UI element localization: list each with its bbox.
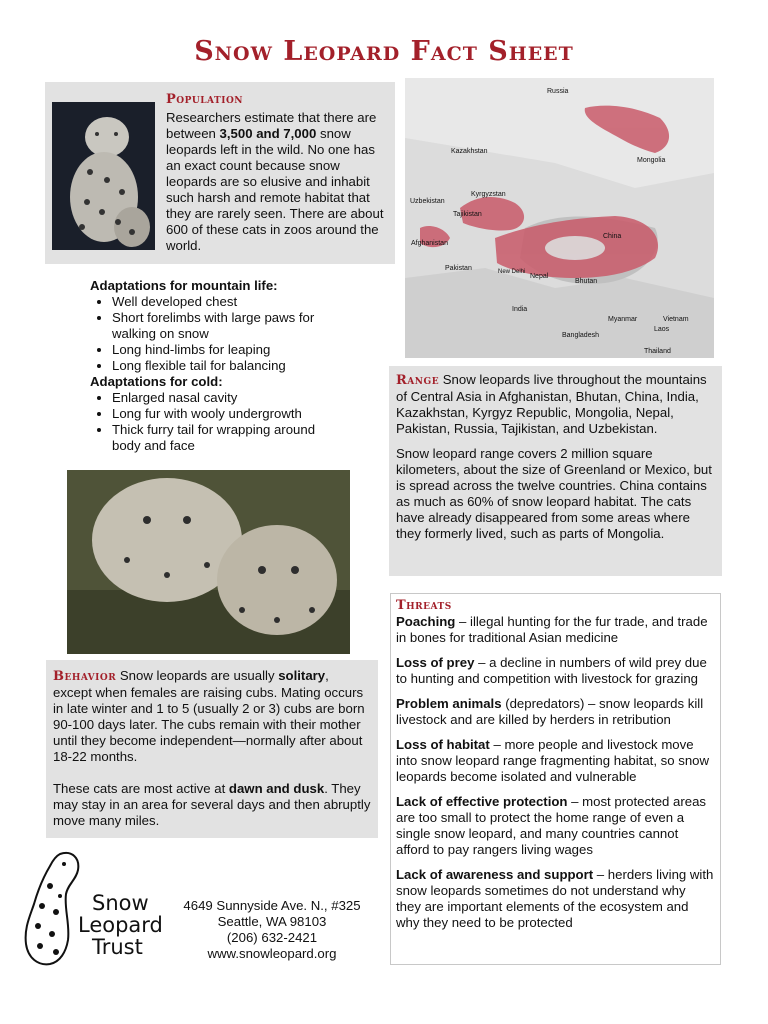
- map-label-afghanistan: Afghanistan: [411, 240, 448, 247]
- range-heading: Range: [396, 373, 440, 388]
- map-label-laos: Laos: [654, 326, 670, 333]
- population-heading: Population: [166, 92, 244, 107]
- map-label-mongolia: Mongolia: [637, 157, 666, 164]
- list-item: • Long fur with wooly undergrowth: [112, 406, 345, 422]
- cold-heading: Adaptations for cold:: [90, 374, 223, 389]
- logo-line-2: Leopard: [78, 913, 163, 937]
- mountain-list: [90, 294, 345, 374]
- contact-info: [166, 898, 378, 962]
- cold-list: [90, 390, 345, 454]
- map-label-nepal: Nepal: [530, 273, 549, 280]
- phone: (206) 632-2421: [226, 930, 318, 945]
- cubs-photo: [67, 470, 350, 654]
- snow-leopard-trust-logo: [20, 846, 170, 970]
- threat-item: Loss of prey – a decline in numbers of wild prey due to hunting and competition with livestock for grazing: [396, 655, 707, 686]
- threats-text: [396, 598, 714, 940]
- range-text: Range Snow leopards live throughout the mountains of Central Asia in Afghanistan, Bhutan, China, India, Kazakhstan, Kyrgyz Republic, Mongolia, Nepal, Pakistan, Russia, Tajikistan, and Uzbekistan. Snow leopard range covers 2 million square kilometers, about the size of Greenland or Mexico, but is spread across the twelve countries. China contains as much as 60% of snow leopard habitat. The cats have already disappeared from some areas where they formerly lived, such as parts of Mongolia.: [396, 372, 712, 541]
- city: Seattle, WA 98103: [217, 914, 327, 929]
- adaptations-list: [90, 278, 345, 454]
- logo-line-3: Trust: [92, 935, 143, 959]
- threat-item: Lack of awareness and support – herders living with snow leopards sometimes do not understand why they are important elements of the ecosystem and why they need to be protected: [396, 867, 714, 930]
- map-label-thailand: Thailand: [644, 348, 671, 355]
- mountain-heading: Adaptations for mountain life:: [90, 278, 278, 293]
- map-label-vietnam: Vietnam: [663, 316, 689, 323]
- threat-item: Poaching – illegal hunting for the fur trade, and trade in bones for traditional Asian medicine: [396, 614, 708, 645]
- list-item: • Short forelimbs with large paws for walking on snow: [112, 310, 345, 342]
- list-item: • Enlarged nasal cavity: [112, 390, 345, 406]
- threats-heading: Threats: [396, 598, 452, 613]
- behavior-heading: Behavior: [53, 669, 117, 684]
- map-label-china: China: [603, 233, 622, 240]
- map-label-bhutan: Bhutan: [575, 278, 598, 285]
- threat-item: Lack of effective protection – most protected areas are too small to protect the home range of even a single snow leopard, and many countries cannot afford to pay rangers living wages: [396, 794, 707, 857]
- map-label-russia: Russia: [547, 88, 569, 95]
- map-label-myanmar: Myanmar: [608, 316, 638, 323]
- population-text: Researchers estimate that there are between 3,500 and 7,000 snow leopards left in the wild. No one has an exact count because snow leopards are so elusive and inhabit such harsh and remote habitat that they are rarely seen. There are about 600 of these cats in zoos around the world.: [166, 110, 384, 253]
- threat-item: Loss of habitat – more people and livestock move into snow leopard range fragmenting habitat, so snow leopards become isolated and vulnerable: [396, 737, 710, 784]
- map-label-uzbekistan: Uzbekistan: [410, 198, 445, 205]
- list-item: • Long flexible tail for balancing: [112, 358, 345, 374]
- map-label-pakistan: Pakistan: [445, 265, 472, 272]
- map-label-bangladesh: Bangladesh: [562, 332, 599, 339]
- address: 4649 Sunnyside Ave. N., #325: [183, 898, 361, 913]
- map-label-new-delhi: New Delhi: [498, 269, 526, 275]
- map-label-kyrgyzstan: Kyrgyzstan: [471, 191, 506, 198]
- website-link[interactable]: www.snowleopard.org: [207, 946, 337, 961]
- threat-item: Problem animals (depredators) – snow leopards kill livestock and are killed by herders in retribution: [396, 696, 704, 727]
- range-map: [405, 78, 714, 358]
- list-item: • Well developed chest: [112, 294, 345, 310]
- behavior-text: Behavior Snow leopards are usually solitary, except when females are raising cubs. Mating occurs in late winter and 1 to 5 (usually 2 or 3) cubs are born 90-100 days later. The cubs remain with their mother until they become independent—normally after about 18-22 months. These cats are most active at dawn and dusk. They may stay in an area for several days and then abruptly move many miles.: [53, 668, 371, 828]
- snow-leopard-photo: [52, 102, 155, 250]
- list-item: • Long hind-limbs for leaping: [112, 342, 345, 358]
- page-title: Snow Leopard Fact Sheet: [194, 36, 574, 67]
- map-label-tajikistan: Tajikistan: [453, 211, 482, 218]
- map-label-india: India: [512, 306, 528, 313]
- logo-line-1: Snow: [92, 891, 149, 915]
- map-label-kazakhstan: Kazakhstan: [451, 148, 488, 155]
- list-item: • Thick furry tail for wrapping around body and face: [112, 422, 345, 454]
